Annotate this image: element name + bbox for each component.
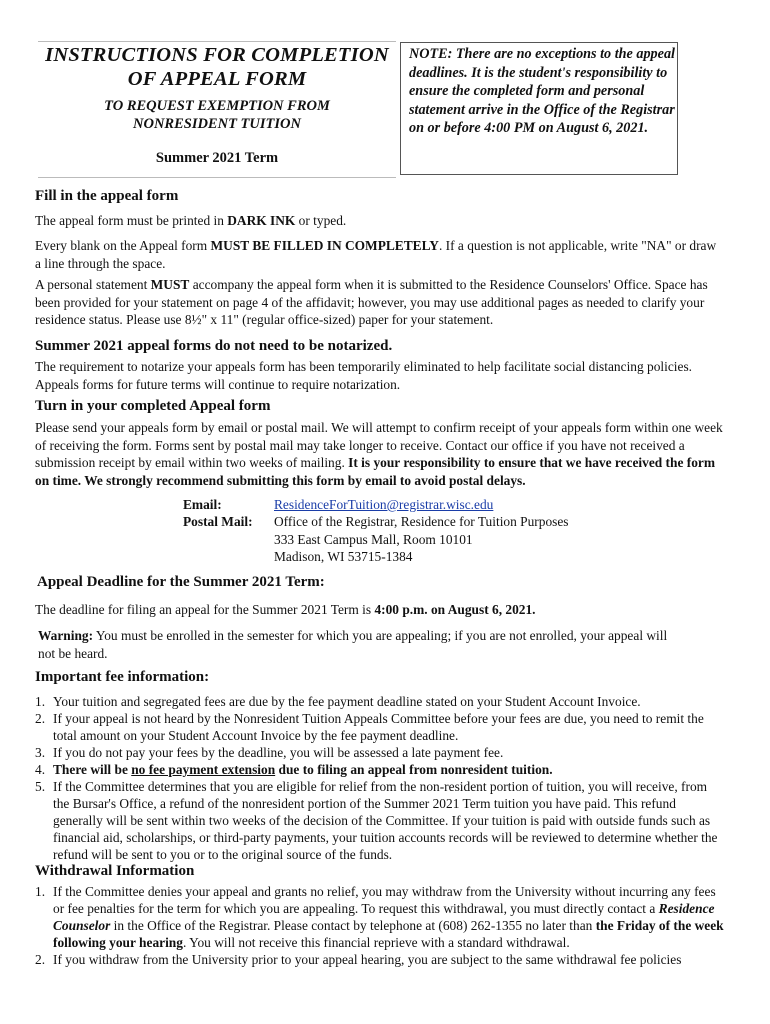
fees-list	[35, 693, 725, 863]
fee-item: 3. If you do not pay your fees by the deadline, you will be assessed a late payment fee.	[35, 745, 504, 760]
withdrawal-item: 1. If the Committee denies your appeal and grants no relief, you may withdraw from the University without incurring any fees or fee penalties for the term for which you are appealing. To request this withdrawal, you must directly contact a Residence Counselor in the Office of the Registrar. Please contact by telephone at (608) 262-1355 no later than the Friday of the week following your hearing. You will not receive this financial reprieve with a standard withdrawal.	[35, 884, 724, 950]
turnin-paragraph: Please send your appeals form by email or postal mail. We will attempt to confirm receipt of your appeals form within one week of receiving the form. Forms sent by postal mail may take longer to receive. Contact our office if you have not received a submission receipt by email within two weeks of mailing. It is your responsibility to ensure that we have received the form on time. We strongly recommend submitting this form by email to avoid postal delays.	[35, 420, 723, 488]
email-label: Email:	[183, 497, 222, 512]
notarize-paragraph: The requirement to notarize your appeals form has been temporarily eliminated to help facilitate social distancing policies. Appeals forms for future terms will continue to require notarization.	[35, 359, 693, 392]
subtitle-line-2: NONRESIDENT TUITION	[133, 116, 301, 132]
notarize-heading: Summer 2021 appeal forms do not need to be notarized.	[35, 338, 393, 354]
fee-item: 2. If your appeal is not heard by the Nonresident Tuition Appeals Committee before your fees are due, you need to remit the total amount on your Student Account Invoice by the fee payment deadline.	[35, 711, 704, 743]
warning-paragraph: Warning: You must be enrolled in the semester for which you are appealing; if you are not enrolled, your appeal will not be heard.	[38, 628, 668, 661]
deadline-note-box: NOTE: There are no exceptions to the appeal deadlines. It is the student's responsibility to ensure the completed form and personal statement arrive in the Office of the Registrar on or before 4:00 PM on August 6, 2021.	[400, 42, 678, 175]
fee-item: 1. Your tuition and segregated fees are due by the fee payment deadline stated on your Student Account Invoice.	[35, 694, 641, 709]
fill-paragraph-3: A personal statement MUST accompany the appeal form when it is submitted to the Residence Counselors' Office. Space has been provided for your statement on page 4 of the affidavit; however, you may use additional pages as needed to clarify your residence status. Please use 8½" x 11" (regular office-sized) paper for your statement.	[35, 277, 708, 327]
postal-line-1: Office of the Registrar, Residence for Tuition Purposes	[274, 514, 569, 529]
postal-address	[274, 513, 569, 566]
turnin-heading: Turn in your completed Appeal form	[35, 398, 271, 414]
email-link[interactable]: ResidenceForTuition@registrar.wisc.edu	[274, 497, 494, 512]
postal-line-3: Madison, WI 53715-1384	[274, 549, 413, 564]
deadline-heading: Appeal Deadline for the Summer 2021 Term:	[37, 574, 325, 590]
fee-item: 4. There will be no fee payment extension due to filing an appeal from nonresident tuition.	[35, 762, 553, 777]
fee-item: 5. If the Committee determines that you are eligible for relief from the non-resident portion of tuition, you will receive, from the Bursar's Office, a refund of the nonresident portion of the Summer 2021 Term tuition you have paid. This refund generally will be sent within two weeks of the decision of the Committee. If your tuition is paid with outside funds such as financial aid, scholarships, or third-party payments, your tuition accounts records will be reviewed to determine whether the refund will be sent to you or to the original source of the funds.	[35, 779, 718, 862]
fill-paragraph-1: The appeal form must be printed in DARK INK or typed.	[35, 213, 347, 228]
fill-heading: Fill in the appeal form	[35, 188, 179, 204]
title-line-1: INSTRUCTIONS FOR COMPLETION	[45, 44, 389, 66]
withdrawal-item: 2. If you withdraw from the University prior to your appeal hearing, you are subject to the same withdrawal fee policies	[35, 952, 682, 967]
withdrawal-heading: Withdrawal Information	[35, 863, 195, 879]
page-title	[38, 43, 396, 91]
term-label: Summer 2021 Term	[155, 150, 279, 166]
withdrawal-list	[35, 883, 725, 968]
page-subtitle	[38, 97, 396, 133]
header-bottom-rule	[38, 177, 396, 178]
header-top-rule	[38, 41, 396, 42]
subtitle-line-1: TO REQUEST EXEMPTION FROM	[104, 98, 330, 114]
postal-line-2: 333 East Campus Mall, Room 10101	[274, 531, 473, 547]
title-line-2: OF APPEAL FORM	[127, 68, 307, 90]
fill-paragraph-2: Every blank on the Appeal form MUST BE FILLED IN COMPLETELY. If a question is not applicable, write "NA" or draw a line through the space.	[35, 238, 717, 271]
postal-label: Postal Mail:	[183, 514, 253, 529]
fees-heading: Important fee information:	[35, 669, 210, 685]
deadline-paragraph: The deadline for filing an appeal for the Summer 2021 Term is 4:00 p.m. on August 6, 2021.	[35, 602, 536, 617]
